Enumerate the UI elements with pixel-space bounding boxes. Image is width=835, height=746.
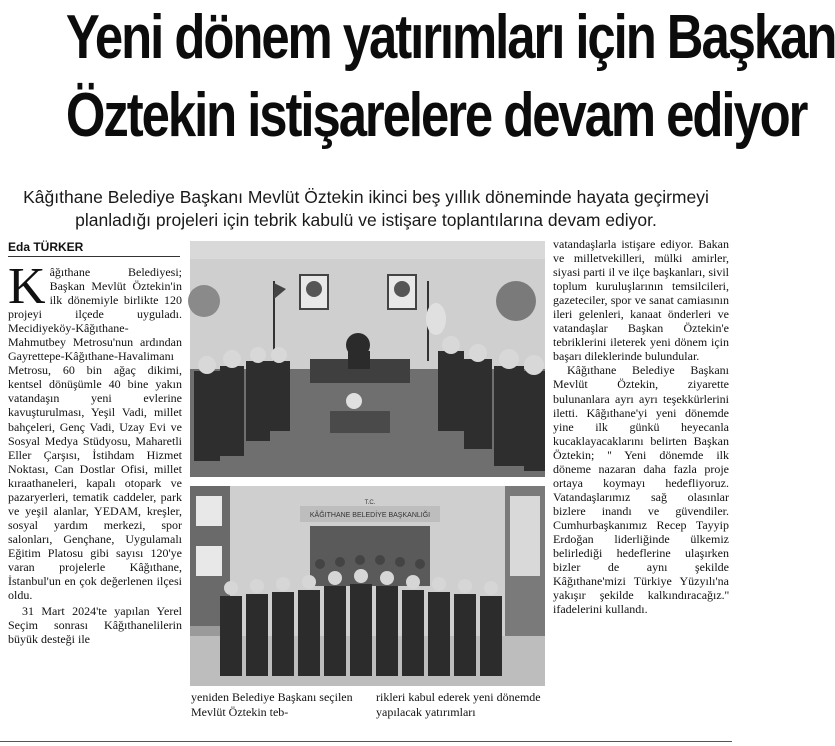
- deck-line-2: planladığı projeleri için tebrik kabulü ve istişare toplantılarına devam ediyor.: [75, 210, 657, 230]
- caption-right: rikleri kabul ederek yeni dönemde yapılacak yatırımları: [376, 690, 541, 719]
- column-3-paragraph-1: vatandaşlarla istişare ediyor. Bakan ve milletvekilleri, mülki amirler, siyasi parti il ve ilçe başkanları, sivil toplum kuruluşlarının temsilcileri, gazeteciler, spor ve sanat camiasının ileri gelenleri, kanaat önderleri ve vatandaşlar Başkan Öztekin'e tebriklerini ileterek yeni dönem için başarı dileklerinde bulundular.: [553, 237, 729, 364]
- column-1-paragraph-2: 31 Mart 2024'te yapılan Yerel Seçim sonrası Kâğıthanelilerin büyük desteği ile: [8, 604, 182, 647]
- column-3-paragraph-2: Kâğıthane Belediye Başkanı Mevlüt Öztekin, ziyarette bulunanlara ayrı ayrı teşekkürlerini iletti. Kâğıthane'yi yeni dönemde yine ilk günkü heyecanla kucaklayacaklarını belirten Başkan Öztekin; '' Yeni dönemde ilk döneme nazaran daha fazla proje ortaya koymayı hedefliyoruz. Vatandaşlarımız sağ olasınlar bizlere inandı ve güvendiler. Cumhurbaşkanımız Recep Tayyip Erdoğan liderliğinde ülkemiz belirlediği hedeflerine ulaşırken bizler de aynı şekilde Kâğıthane'mizi Türkiye Yüzyılı'na yakışır şekilde kalkındıracağız.'' ifadelerini kullandı.: [553, 363, 729, 617]
- bottom-rule: [0, 741, 732, 742]
- building-sign: KÂĞITHANE BELEDİYE BAŞKANLIĞI: [309, 512, 431, 519]
- column-1-text: âğıthane Belediyesi; Başkan Mevlüt Öztekin'in ilk dönemiyle birlikte 120 projeyi ilçede uyguladı. Mecidiyeköy-Kâğıthane-Mahmutbey Metrosu'nun ardından Gayrettepe-Kâğıthane-Havalimanı Metrosu, 60 bin ağaç dikimi, kentsel dönüşümle 40 bine yakın vatandaşın yeni evlerine kavuşturulması, Yeşil Vadi, millet bahçeleri, Genç Vadi, Uzay Evi ve Sosyal Medya Stüdyosu, Maharetli Eller Çarşısı, İstihdam Hizmet Noktası, Can Dostlar Ofisi, millet kıraathaneleri, kapalı otopark ve pazaryerleri, tematik caddeler, park ve yeşil alanlar, YEDAM, kreşler, sosyal yardım merkezi, spor salonları, Gençhane, Uygulamalı Eğitim Platosu gibi sayısı 120'ye varan projelerle Kâğıthane, İstanbul'un en çok değerlenen ilçesi oldu.: [8, 265, 182, 603]
- article-column-3: [553, 237, 729, 616]
- drop-cap: K: [8, 258, 46, 315]
- deck-line-1: Kâğıthane Belediye Başkanı Mevlüt Öztekin ikinci beş yıllık döneminde hayata geçirmeyi: [23, 187, 709, 207]
- building-sign-top: T.C.: [364, 500, 376, 506]
- photo-office-meeting: [190, 241, 545, 477]
- photo-group-building: [190, 486, 545, 686]
- byline-rule: [8, 256, 180, 257]
- headline-line-2: Öztekin istişarelere devam ediyor: [65, 81, 807, 150]
- article-column-1: [8, 258, 182, 647]
- headline-line-1: Yeni dönem yatırımları için Başkan: [65, 3, 835, 72]
- byline: Eda TÜRKER: [8, 240, 84, 254]
- caption-left: yeniden Belediye Başkanı seçilen Mevlüt Öztekin teb-: [191, 690, 353, 719]
